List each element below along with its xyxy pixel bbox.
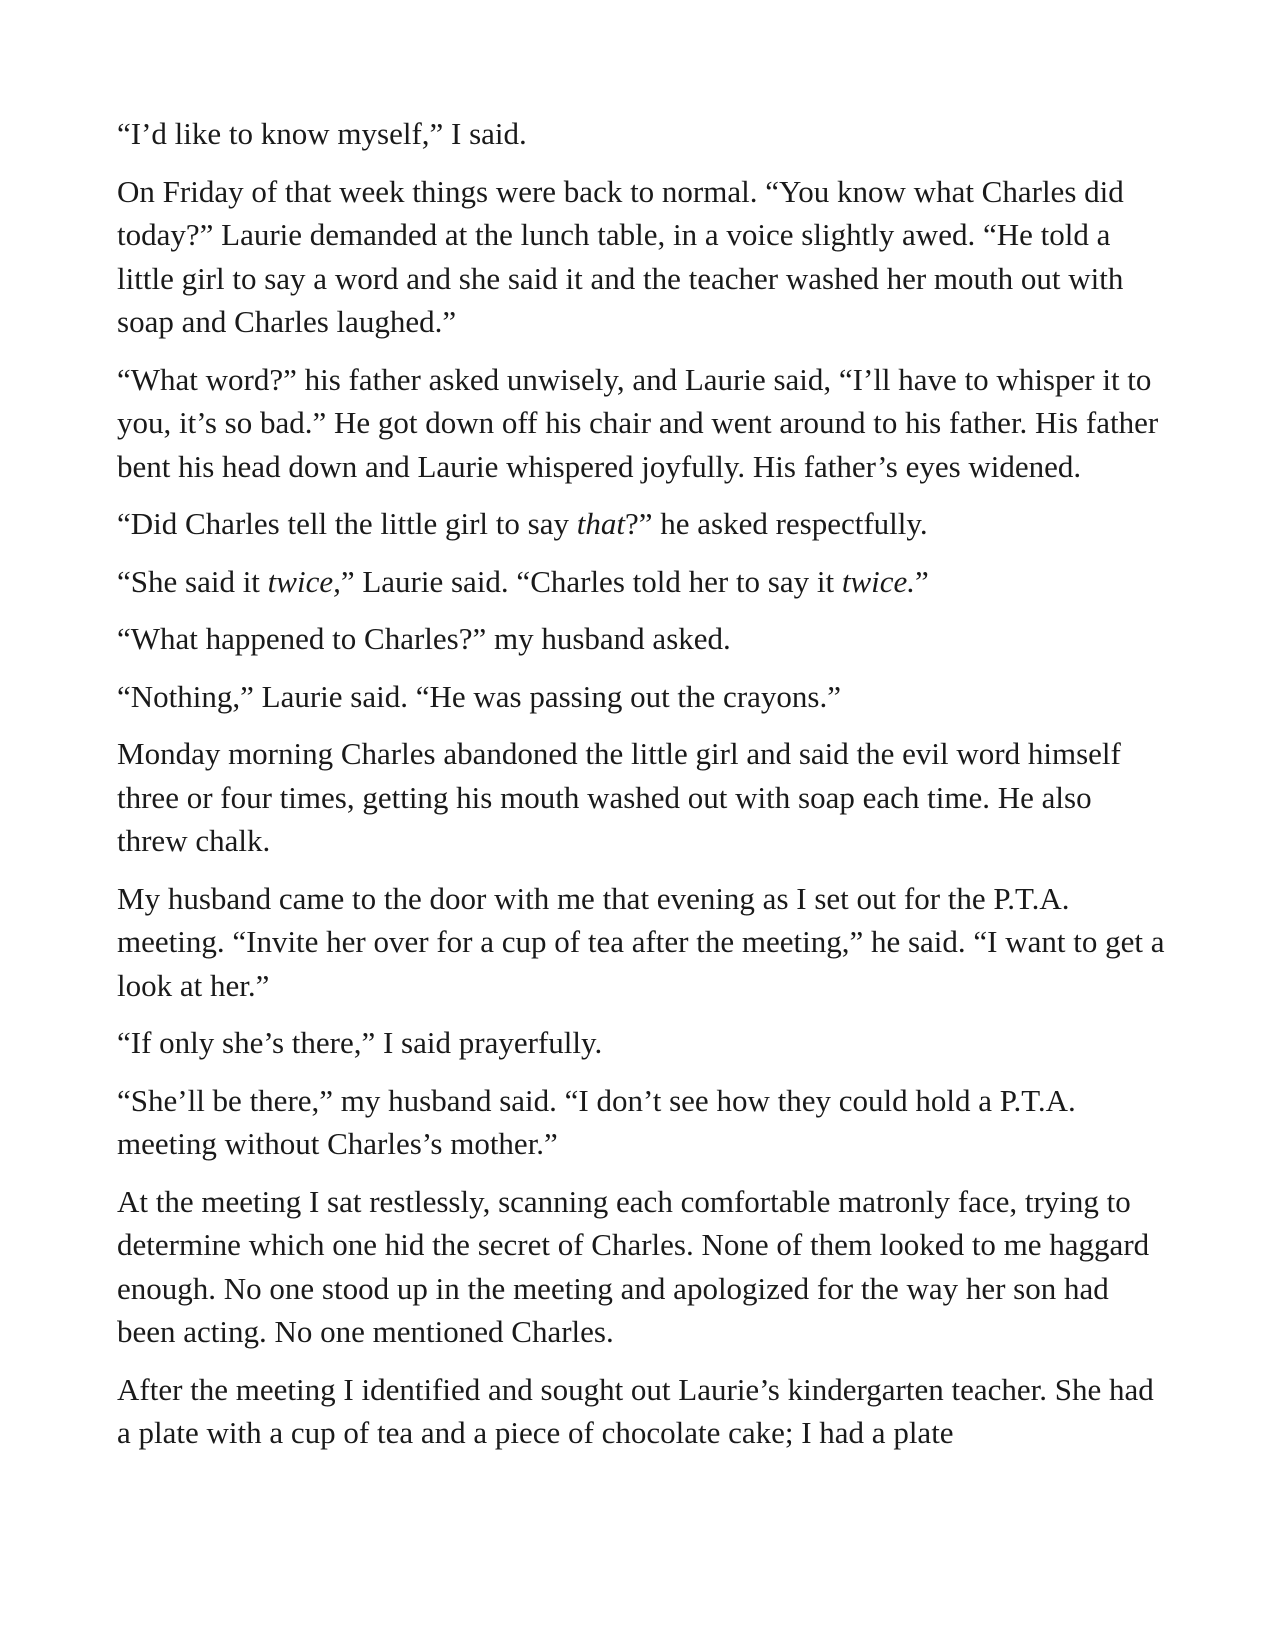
text-run: Monday morning Charles abandoned the little girl and said the evil word himself three or four times, getting his mouth washed out with soap each time. He also threw chalk. xyxy=(117,736,1121,858)
paragraph xyxy=(117,358,1167,489)
paragraph xyxy=(117,1368,1167,1455)
text-run: “What word?” his father asked unwisely, and Laurie said, “I’ll have to whisper it to you, it’s so bad.” He got down off his chair and went around to his father. His father bent his head down and Laurie whispered joyfully. His father’s eyes widened. xyxy=(117,361,1159,484)
paragraph xyxy=(117,1180,1167,1354)
paragraph xyxy=(117,1021,1167,1065)
paragraph xyxy=(117,112,1167,156)
paragraph xyxy=(117,877,1167,1008)
text-run: “Did Charles tell the little girl to say xyxy=(117,506,577,541)
paragraph xyxy=(117,1079,1167,1166)
document-page xyxy=(117,112,1167,1469)
text-run: “What happened to Charles?” my husband asked. xyxy=(117,621,731,656)
text-run: “She’ll be there,” my husband said. “I don’t see how they could hold a P.T.A. meeting without Charles’s mother.” xyxy=(117,1082,1076,1161)
text-run: ” Laurie said. “Charles told her to say it xyxy=(340,563,842,599)
text-run: “If only she’s there,” I said prayerfully. xyxy=(117,1025,603,1060)
text-run: After the meeting I identified and sought out Laurie’s kindergarten teacher. She had a plate with a cup of tea and a piece of chocolate cake; I had a plate xyxy=(117,1371,1154,1450)
text-run: “She said it xyxy=(117,563,268,599)
italic-text-run: twice. xyxy=(841,563,916,599)
text-run: “I’d like to know myself,” I said. xyxy=(117,116,527,151)
italic-text-run: twice, xyxy=(267,563,341,599)
paragraph xyxy=(117,560,1167,604)
italic-text-run: that xyxy=(576,506,625,541)
text-run: My husband came to the door with me that evening as I set out for the P.T.A. meeting. “Invite her over for a cup of tea after the meeting,” he said. “I want to get a look at her.” xyxy=(117,880,1165,1003)
text-run: ?” he asked respectfully. xyxy=(624,506,928,541)
paragraph xyxy=(117,170,1167,344)
text-run: On Friday of that week things were back to normal. “You know what Charles did today?” Laurie demanded at the lunch table, in a voice slightly awed. “He told a little girl to say a word and she said it and the teacher washed her mouth out with soap and Charles laughed.” xyxy=(117,173,1124,339)
paragraph xyxy=(117,617,1167,661)
text-run: ” xyxy=(915,563,929,599)
paragraph xyxy=(117,675,1167,719)
paragraph xyxy=(117,732,1167,863)
text-run: “Nothing,” Laurie said. “He was passing out the crayons.” xyxy=(117,678,841,714)
text-run: At the meeting I sat restlessly, scanning each comfortable matronly face, trying to determine which one hid the secret of Charles. None of them looked to me haggard enough. No one stood up in the meeting and apologized for the way her son had been acting. No one mentioned Charles. xyxy=(117,1183,1150,1349)
paragraph xyxy=(117,502,1167,546)
